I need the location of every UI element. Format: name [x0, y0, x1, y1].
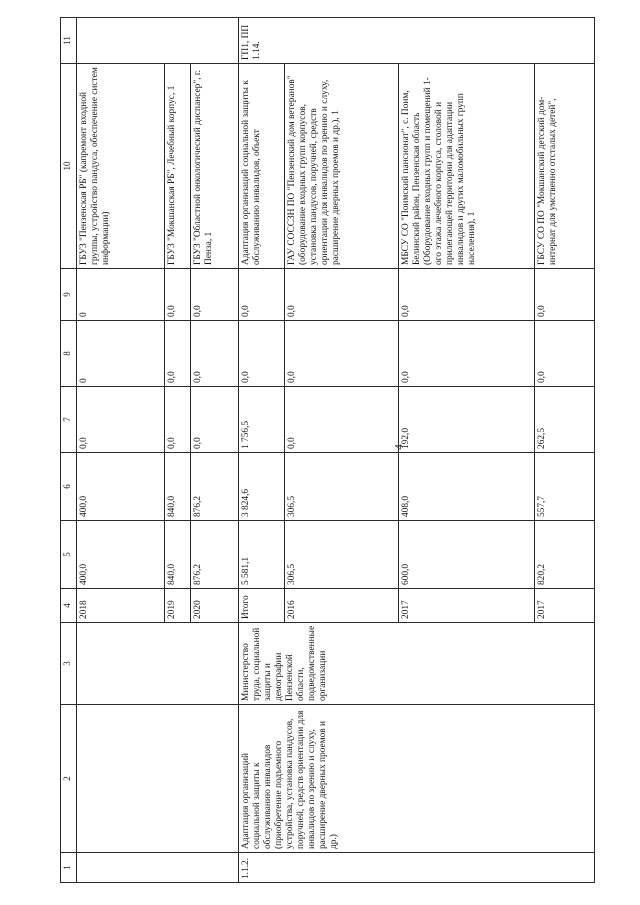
value-cell: 400,0 [77, 521, 165, 589]
year-cell: 2017 [399, 589, 535, 623]
value-cell: 306,5 [285, 521, 399, 589]
header-row [61, 18, 77, 883]
table-cell [77, 18, 239, 64]
item-name: Адаптация организаций социальной защиты к обслуживанию инвалидов (приобретение подъемного устройства, установка пандусов, поручней, средств ориентации для инвалидов по зрению и слуху, расширение дверных проемов и др.) [239, 705, 595, 853]
value-cell: 876,2 [191, 521, 239, 589]
object-cell: МБСУ СО "Поимский пансионат", с. Поим, Белинский район, Пензенская область (Оборудование входных групп и помещений 1-ого этажа лечебного корпуса, столовой и прилегающей территории для адаптации инвалидов и других маломобильных групп населения), 1 [399, 64, 535, 269]
col-header: 6 [61, 453, 77, 521]
indicator-cell: ГП1, ПП 1.14. [239, 18, 595, 64]
value-cell: 840,0 [165, 521, 191, 589]
measures-table [60, 17, 595, 883]
value-cell: 5 581,1 [239, 521, 285, 589]
col-header: 2 [61, 705, 77, 853]
table-cell [77, 705, 239, 853]
value-cell: 0,0 [239, 321, 285, 387]
value-cell: 0,0 [535, 321, 595, 387]
value-cell: 0,0 [165, 269, 191, 321]
year-cell: 2019 [165, 589, 191, 623]
page-number: 4 [393, 444, 405, 450]
value-cell: 840,0 [165, 453, 191, 521]
value-cell: 262,5 [535, 387, 595, 453]
table-cell [77, 623, 239, 705]
col-header: 1 [61, 853, 77, 883]
table-row [239, 18, 285, 883]
col-header: 4 [61, 589, 77, 623]
value-cell: 400,0 [77, 453, 165, 521]
value-cell: 0,0 [285, 321, 399, 387]
value-cell: 0,0 [165, 387, 191, 453]
col-header: 10 [61, 64, 77, 269]
year-cell: 2020 [191, 589, 239, 623]
col-header: 3 [61, 623, 77, 705]
value-cell: 3 824,6 [239, 453, 285, 521]
year-cell: Итого [239, 589, 285, 623]
col-header: 5 [61, 521, 77, 589]
value-cell: 0,0 [239, 269, 285, 321]
value-cell: 0,0 [191, 321, 239, 387]
year-cell: 2017 [535, 589, 595, 623]
value-cell: 0,0 [285, 269, 399, 321]
col-header: 9 [61, 269, 77, 321]
value-cell: 0,0 [191, 269, 239, 321]
object-cell: Адаптация организаций социальной защиты к обслуживанию инвалидов, объект [239, 64, 285, 269]
item-number: 1.1.2. [239, 853, 595, 883]
value-cell: 0,0 [165, 321, 191, 387]
value-cell: 0,0 [399, 269, 535, 321]
value-cell: 0,0 [77, 387, 165, 453]
value-cell: 0,0 [399, 321, 535, 387]
value-cell: 0 [77, 321, 165, 387]
value-cell: 0,0 [285, 387, 399, 453]
value-cell: 1 756,5 [239, 387, 285, 453]
value-cell: 192,0 [399, 387, 535, 453]
value-cell: 600,0 [399, 521, 535, 589]
table-cell [77, 853, 239, 883]
col-header: 11 [61, 18, 77, 64]
value-cell: 820,2 [535, 521, 595, 589]
object-cell: ГБСУ СО ПО "Мокшанский детский дом-интернат для умственно отсталых детей", [535, 64, 595, 269]
year-cell: 2016 [285, 589, 399, 623]
document-table-rotated [60, 18, 620, 883]
table-row [77, 18, 165, 883]
value-cell: 876,2 [191, 453, 239, 521]
value-cell: 0,0 [191, 387, 239, 453]
col-header: 8 [61, 321, 77, 387]
object-cell: ГБУЗ "Пензенская РБ" (капремонт входной группы, устройство пандуса, обеспечение систем информации) [77, 64, 165, 269]
object-cell: ГБУЗ "Областной онкологический диспансер", г. Пенза, 1 [191, 64, 239, 269]
value-cell: 0,0 [535, 269, 595, 321]
year-cell: 2018 [77, 589, 165, 623]
object-cell: ГАУ СОССЗН ПО "Пензенский дом ветеранов" (оборудование входных групп корпусов, установка пандусов, поручней, средств ориентации для инвалидов по зрению и слуху, расширение дверных проемов и др.), 1 [285, 64, 399, 269]
value-cell: 557,7 [535, 453, 595, 521]
object-cell: ГБУЗ "Мокшанская РБ", Лечебный корпус, 1 [165, 64, 191, 269]
value-cell: 0 [77, 269, 165, 321]
col-header: 7 [61, 387, 77, 453]
executor-cell: Министерство труда, социальной защиты и демографии Пензенской области, подведомственные организации [239, 623, 595, 705]
value-cell: 408,0 [399, 453, 535, 521]
value-cell: 306,5 [285, 453, 399, 521]
